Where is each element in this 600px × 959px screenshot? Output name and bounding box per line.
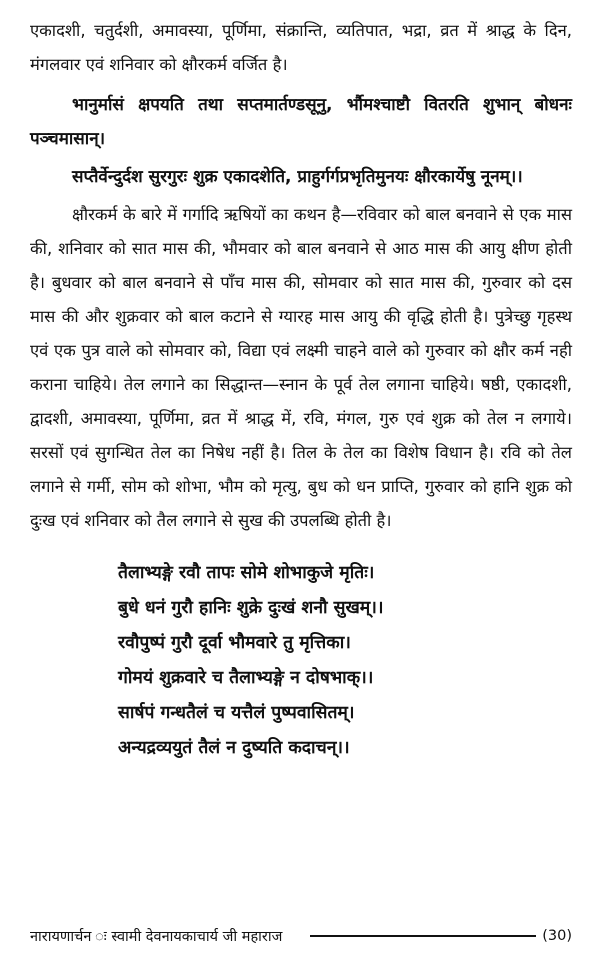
shloka-line: गोमयं शुक्रवारे च तैलाभ्यङ्गे न दोषभाक्।।: [118, 668, 374, 688]
paragraph-hair-and-oil: क्षौरकर्म के बारे में गर्गादि ऋषियों का कथन है—रविवार को बाल बनवाने से एक मास की, शनिवार को सात मास की, भौमवार को बाल बनवाने से आठ मास की आयु क्षीण होती है। बुधवार को बाल बनवाने से पाँच मास की, सोमवार को सात मास की, गुरुवार को दस मास की और शुक्रवार को बाल कटाने से ग्यारह मास आयु की वृद्धि होती है। पुत्रेच्छु गृहस्थ एवं एक पुत्र वाले को सोमवार को, विद्या एवं लक्ष्मी चाहने वाले को गुरुवार को क्षौर कर्म नही कराना चाहिये। तेल लगाने का सिद्धान्त—स्नान के पूर्व तेल लगाना चाहिये। षष्ठी, एकादशी, द्वादशी, अमावस्या, पूर्णिमा, व्रत में श्राद्ध में, रवि, मंगल, गुरु एवं शुक्र को तेल न लगाये। सरसों एवं सुगन्धित तेल का निषेध नहीं है। तिल के तेल का विशेष विधान है। रवि को तेल लगाने से गर्मी, सोम को शोभा, भौम को मृत्यु, बुध को धन प्राप्ति, गुरुवार को हानि शुक्र को दुःख एवं शनिवार को तैल लगाने से सुख की उपलब्धि होती है।: [30, 205, 572, 530]
page-footer: [30, 922, 572, 950]
footer-rule: [310, 935, 536, 937]
shloka-line: सार्षपं गन्धतैलं च यत्तैलं पुष्पवासितम्।: [118, 703, 355, 723]
sanskrit-verse-1: भानुर्मासं क्षपयति तथा सप्तमार्तण्डसूनु, र्भौमश्चाष्टौ वितरति शुभान् बोधनः पञ्चमासान्।: [30, 95, 572, 149]
shloka-line: अन्यद्रव्ययुतं तैलं न दुष्यति कदाचन्।।: [118, 738, 350, 758]
footer-book-title: नारायणार्चन ः स्वामी देवनायकाचार्य जी महाराज: [30, 929, 283, 945]
page-number: (30): [542, 928, 572, 944]
shloka-line: बुधे धनं गुरौ हानिः शुक्रे दुःखं शनौ सुखम्।।: [118, 598, 384, 618]
shloka-line: रवौपुष्पं गुरौ दूर्वा भौमवारे तु मृत्तिका।: [118, 633, 351, 653]
sanskrit-shloka-block: [30, 556, 572, 766]
paragraph-prohibited-days: एकादशी, चतुर्दशी, अमावस्या, पूर्णिमा, संक्रान्ति, व्यतिपात, भद्रा, व्रत में श्राद्ध के दिन, मंगलवार एवं शनिवार को क्षौरकर्म वर्जित है।: [30, 21, 572, 74]
sanskrit-verse-2: सप्तैर्वेन्दुर्दश सुरगुरः शुक्र एकादशेति, प्राहुर्गर्गप्रभृतिमुनयः क्षौरकार्येषु नूनम्।।: [72, 167, 523, 187]
shloka-line: तैलाभ्यङ्गे रवौ तापः सोमे शोभाकुजे मृतिः।: [118, 563, 375, 583]
